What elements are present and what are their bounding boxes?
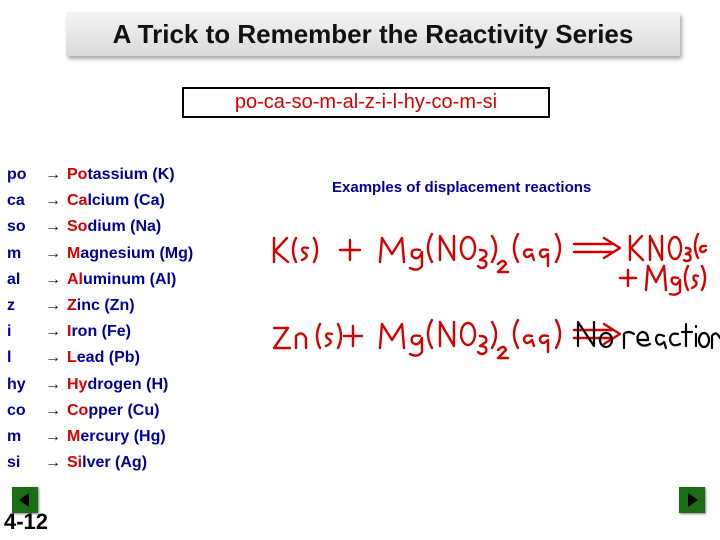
page-title: A Trick to Remember the Reactivity Series: [112, 19, 634, 49]
series-item: [7, 293, 193, 319]
element-rest: lver (Ag): [82, 454, 148, 472]
series-abbr: l: [7, 349, 12, 367]
title-bar: [66, 12, 680, 56]
arrow-symbol: →: [45, 454, 61, 472]
arrow-symbol: →: [45, 401, 61, 419]
element-rest: pper (Cu): [88, 401, 160, 419]
element-rest: dium (Na): [87, 218, 162, 236]
element-highlight: Al: [67, 270, 83, 288]
series-item: [7, 424, 193, 450]
examples-heading: Examples of displacement reactions: [332, 179, 592, 196]
element-rest: tassium (K): [87, 166, 175, 183]
arrow-symbol: →: [45, 296, 61, 314]
series-item: [7, 398, 193, 424]
arrow-symbol: →: [45, 375, 61, 393]
element-highlight: Hy: [67, 375, 88, 393]
forward-button[interactable]: [679, 487, 705, 513]
series-abbr: so: [7, 218, 26, 236]
element-rest: ead (Pb): [76, 349, 140, 367]
arrow-symbol: →: [45, 218, 61, 236]
series-abbr: m: [7, 427, 22, 445]
element-highlight: Po: [67, 166, 88, 183]
series-item: [7, 188, 193, 214]
series-abbr: i: [7, 323, 12, 341]
series-abbr: co: [7, 401, 26, 419]
element-highlight: Z: [67, 296, 77, 314]
element-rest: ron (Fe): [71, 323, 131, 341]
element-rest: uminum (Al): [83, 270, 177, 288]
arrow-symbol: →: [45, 323, 61, 341]
series-abbr: po: [7, 166, 27, 183]
element-highlight: Ca: [67, 192, 88, 210]
element-highlight: M: [67, 427, 81, 445]
mnemonic-text: po-ca-so-m-al-z-i-l-hy-co-m-si: [234, 91, 498, 113]
series-item: [7, 319, 193, 345]
series-item: [7, 267, 193, 293]
series-item: [7, 372, 193, 398]
forward-arrow-icon: [679, 487, 705, 513]
series-abbr: z: [7, 296, 15, 314]
element-highlight: M: [67, 244, 81, 262]
element-highlight: Si: [67, 454, 83, 472]
arrow-symbol: →: [45, 427, 61, 445]
page-number: 4-12: [4, 509, 49, 534]
arrow-symbol: →: [45, 192, 61, 210]
element-rest: inc (Zn): [76, 296, 135, 314]
element-rest: lcium (Ca): [87, 192, 165, 210]
handwritten-reactions: [262, 220, 712, 370]
series-abbr: hy: [7, 375, 26, 393]
arrow-symbol: →: [45, 270, 61, 288]
element-rest: drogen (H): [87, 375, 169, 393]
element-highlight: L: [67, 349, 77, 367]
element-highlight: Co: [67, 401, 89, 419]
series-item: [7, 345, 193, 371]
no-reaction-drawing: [570, 316, 720, 356]
arrow-symbol: →: [45, 166, 61, 183]
series-abbr: si: [7, 454, 21, 472]
series-abbr: ca: [7, 192, 25, 210]
arrow-symbol: →: [45, 349, 61, 367]
mnemonic-box: [182, 87, 550, 118]
element-rest: ercury (Hg): [80, 427, 166, 445]
element-rest: agnesium (Mg): [80, 244, 194, 262]
series-item: [7, 162, 193, 188]
series-abbr: al: [7, 270, 21, 288]
series-item: [7, 241, 193, 267]
reactivity-series-list: [7, 162, 193, 476]
series-item: [7, 214, 193, 240]
arrow-symbol: →: [45, 244, 61, 262]
element-highlight: I: [67, 323, 72, 341]
series-item: [7, 450, 193, 476]
element-highlight: So: [67, 218, 88, 236]
series-abbr: m: [7, 244, 22, 262]
